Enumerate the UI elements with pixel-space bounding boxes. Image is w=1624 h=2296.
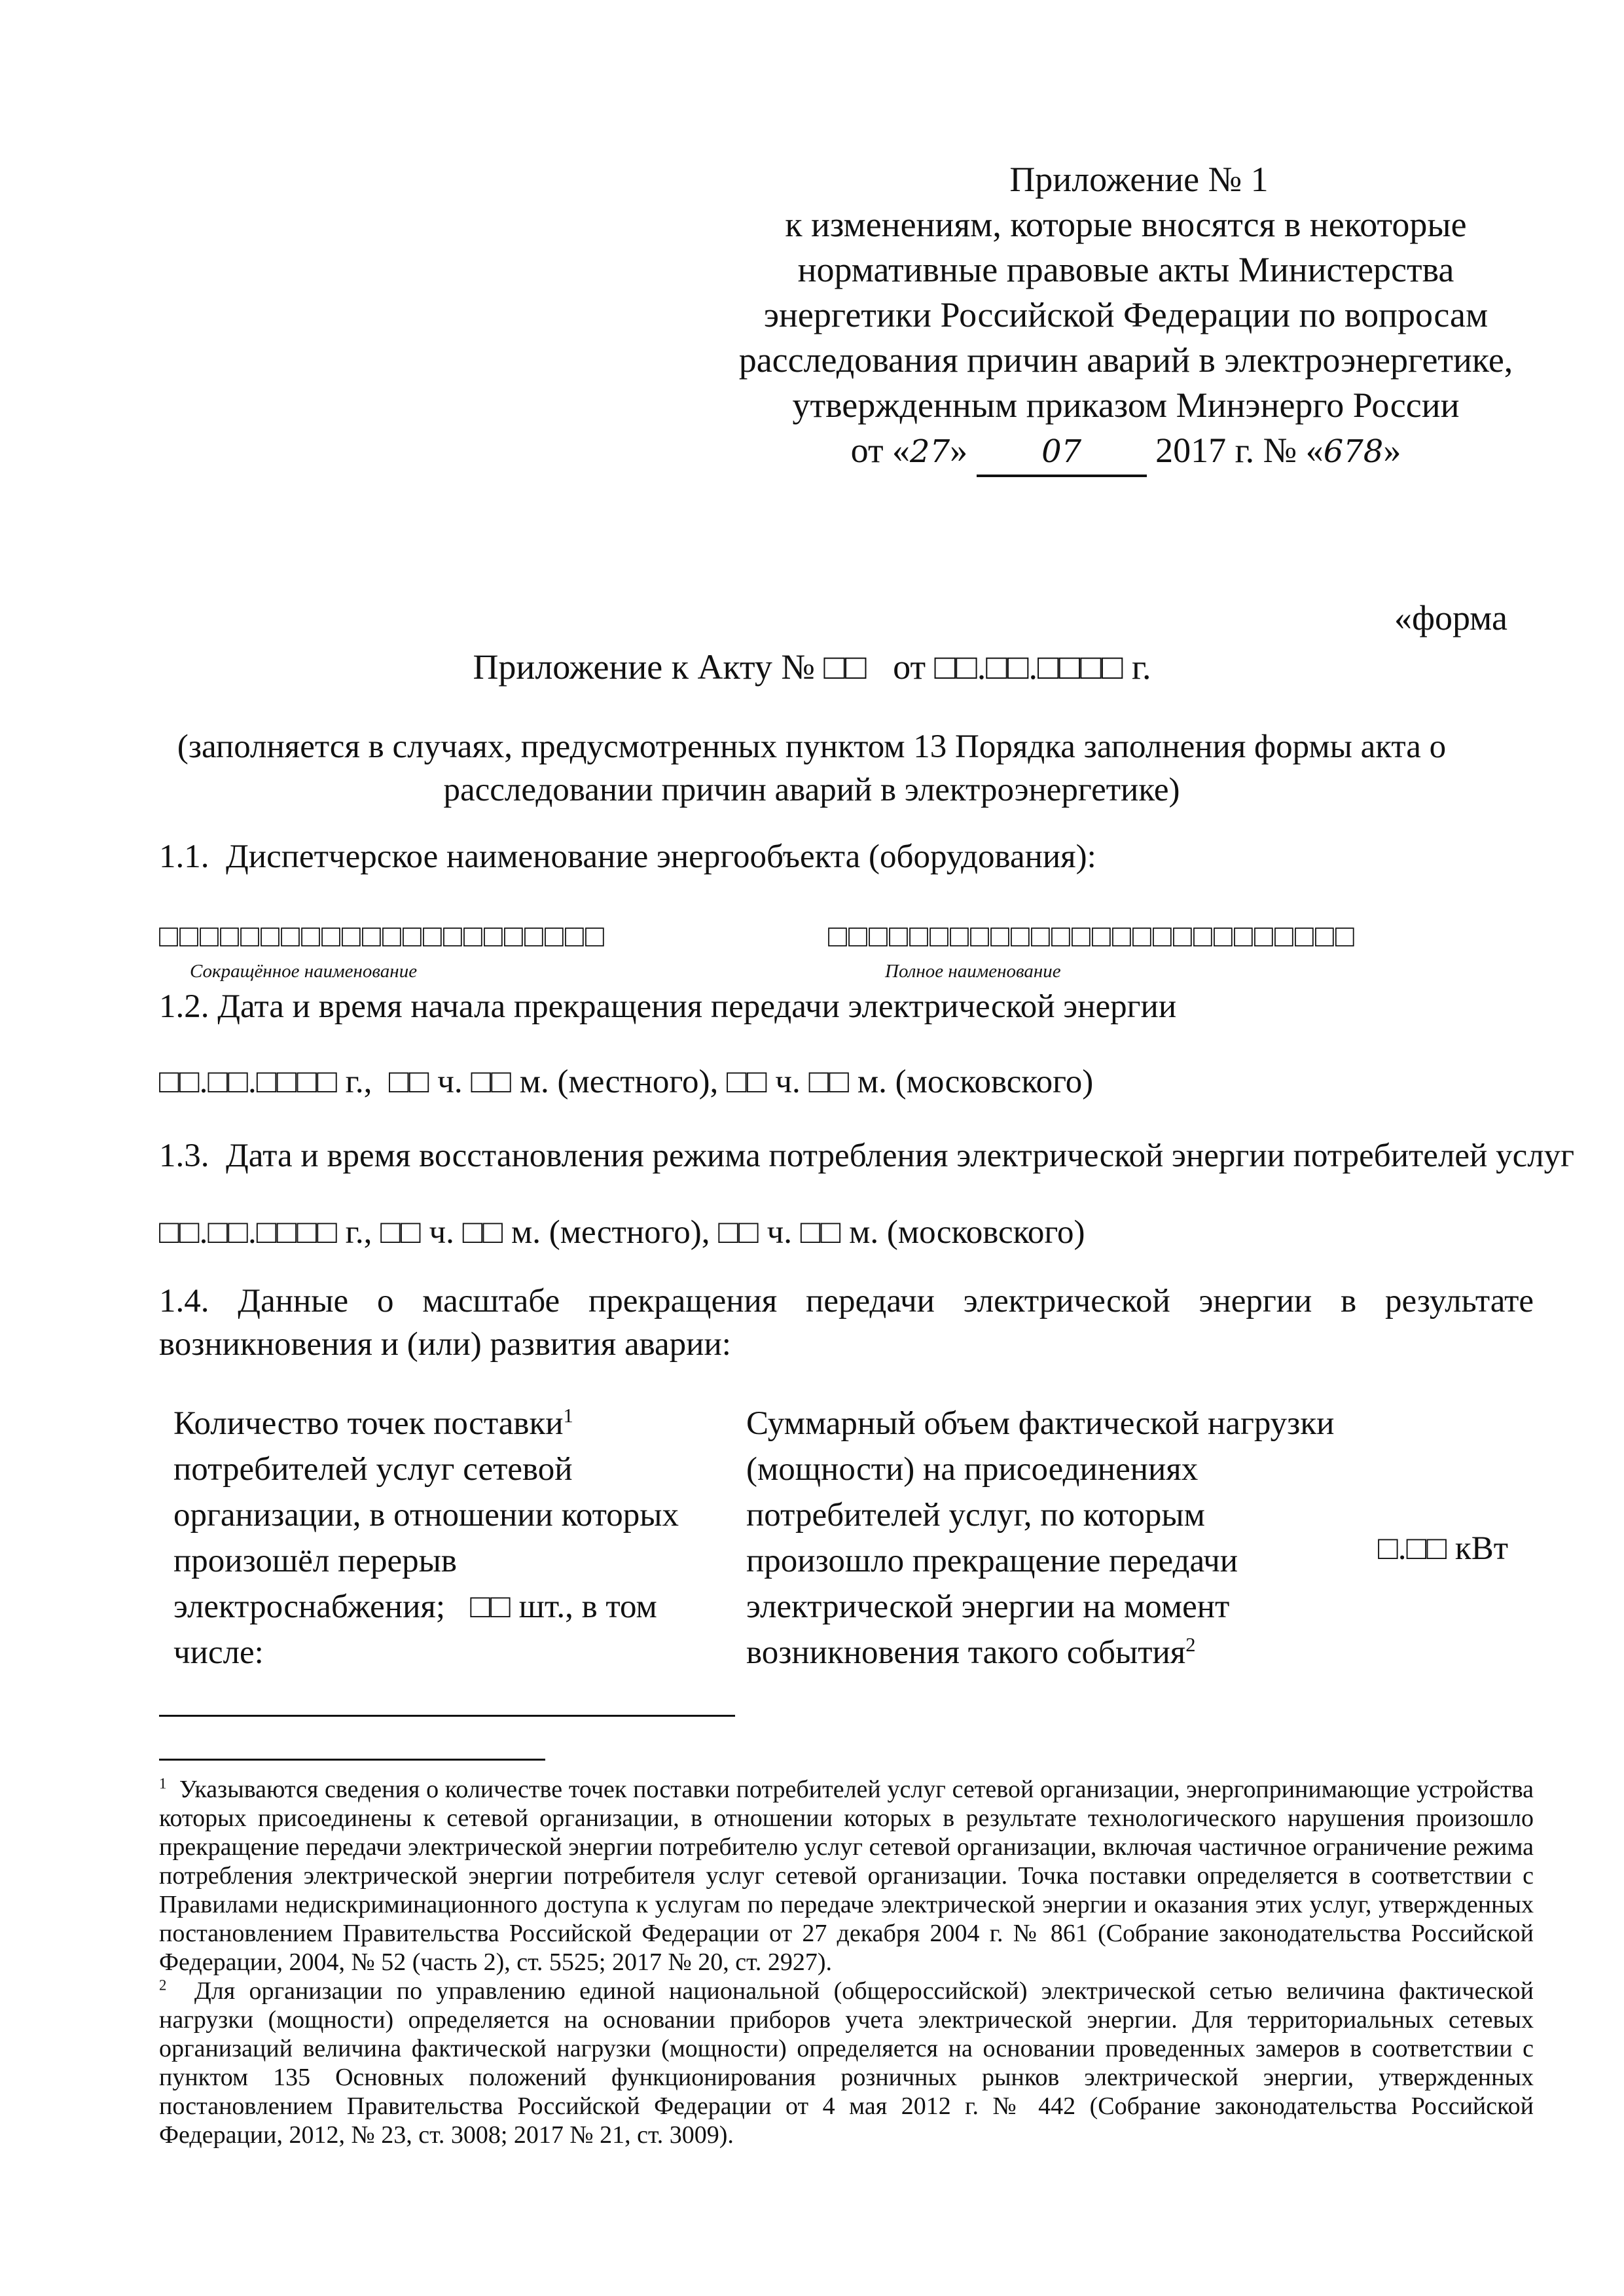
form-note-line: расследовании причин аварий в электроэнергетике) [443,772,1180,808]
table-left-line: организации, в отношении которых [173,1497,679,1534]
table-left-line: электроснабжения; □□ шт., в том [173,1588,657,1625]
short-name-boxes[interactable]: □□□□□□□□□□□□□□□□□□□□□□ [159,919,605,954]
form-note-line: (заполняется в случаях, предусмотренных пунктом 13 Порядка заполнения формы акта о [177,728,1447,765]
section-1-3-label: 1.3. Дата и время восстановления режима потребления электрической энергии потребителей услуг [159,1138,1575,1174]
section-1-2-value[interactable]: □□.□□.□□□□ г., □□ ч. □□ м. (местного), □□ ч. □□ м. (московского) [159,1064,1094,1100]
form-label: «форма [1394,598,1507,637]
section-1-2-label: 1.2. Дата и время начала прекращения передачи электрической энергии [159,988,1177,1025]
short-name-caption: Сокращённое наименование [190,961,418,982]
approval-title: Приложение № 1 [1009,160,1269,199]
approval-block [674,157,1578,477]
order-number-handwritten: 678 [1323,433,1384,470]
table-left-line: потребителей услуг сетевой [173,1451,573,1488]
table-right-line: (мощности) на присоединениях [746,1451,1199,1488]
table-right-line: потребителей услуг, по которым [746,1497,1205,1534]
footnote-mark: 2 [159,1977,167,1994]
footnotes [159,1775,1534,2149]
table-right-cell [746,1401,1362,1676]
table-left-line: Количество точек поставки [173,1405,564,1442]
section-1-4-line: возникновения и (или) развития аварии: [159,1326,731,1363]
table-left-cell [173,1401,743,1676]
table-left-line: числе: [173,1634,264,1671]
table-right-line: возникновения такого события [746,1634,1186,1671]
approval-line: нормативные правовые акты Министерства [797,250,1454,289]
footnote-1 [159,1775,1534,1977]
approval-line: к изменениям, которые вносятся в некоторые [785,205,1467,244]
order-day-handwritten: 27 [910,433,950,470]
form-note [131,725,1492,812]
order-year-text: 2017 г. № « [1155,431,1324,470]
load-value[interactable]: □.□□ кВт [1378,1530,1508,1567]
approval-line: энергетики Российской Федерации по вопросам [763,295,1489,334]
footnote-separator [159,1759,545,1761]
section-1-4 [159,1280,1534,1366]
table-left-line: произошёл перерыв [173,1543,457,1579]
table-right-line: Суммарный объем фактической нагрузки [746,1405,1335,1442]
footnote-mark: 1 [159,1775,167,1792]
approval-line: утвержденным приказом Минэнерго России [792,386,1460,425]
full-name-caption: Полное наименование [885,961,1061,982]
order-prefix: от « [850,431,911,470]
order-mid: » [950,431,968,470]
order-month-handwritten: 07 [977,429,1147,477]
footnote-ref-1[interactable]: 1 [563,1405,573,1427]
order-suffix: » [1383,431,1401,470]
table-divider [159,1715,735,1717]
section-1-4-line: 1.4. Данные о масштабе прекращения передачи электрической энергии в результате [159,1283,1534,1319]
footnote-ref-2[interactable]: 2 [1185,1634,1196,1656]
section-1-1-label: 1.1. Диспетчерское наименование энергообъекта (оборудования): [159,838,1096,875]
form-title: Приложение к Акту № □□ от □□.□□.□□□□ г. [473,647,1151,687]
approval-line: расследования причин аварий в электроэнергетике, [738,340,1513,380]
table-right-line: произошло прекращение передачи [746,1543,1238,1579]
table-right-line: электрической энергии на момент [746,1588,1230,1625]
footnote-text: Для организации по управлению единой национальной (общероссийской) электрической сетью величина фактической нагрузки (мощности) определяется на основании приборов учета электрической энергии. Для территориальных сетевых организаций величина фактической нагрузки (мощности) определяется на основании проведенных замеров в соответствии с пунктом 135 Основных положений функционирования розничных рынков электрической энергии, утвержденных постановлением Правительства Российской Федерации от 4 мая 2012 г. № 442 (Собрание законодательства Российской Федерации, 2012, № 23, ст. 3008; 2017 № 21, ст. 3009). [159,1977,1534,2149]
order-date-line [674,428,1578,477]
footnote-text: Указываются сведения о количестве точек поставки потребителей услуг сетевой организации, энергопринимающие устройства которых присоединены к сетевой организации, в отношении которых в результате технологического нарушения произошло прекращение передачи электрической энергии потребителю услуг сетевой организации, включая частичное ограничение режима потребления электрической энергии потребителя услуг сетевой организации. Точка поставки определяется в соответствии с Правилами недискриминационного доступа к услугам по передаче электрической энергии и оказания этих услуг, утвержденных постановлением Правительства Российской Федерации от 27 декабря 2004 г. № 861 (Собрание законодательства Российской Федерации, 2004, № 52 (часть 2), ст. 5525; 2017 № 20, ст. 2927). [159,1776,1534,1976]
footnote-2 [159,1977,1534,2149]
full-name-boxes[interactable]: □□□□□□□□□□□□□□□□□□□□□□□□□□ [828,919,1356,954]
section-1-3-value[interactable]: □□.□□.□□□□ г., □□ ч. □□ м. (местного), □□ ч. □□ м. (московского) [159,1214,1085,1251]
